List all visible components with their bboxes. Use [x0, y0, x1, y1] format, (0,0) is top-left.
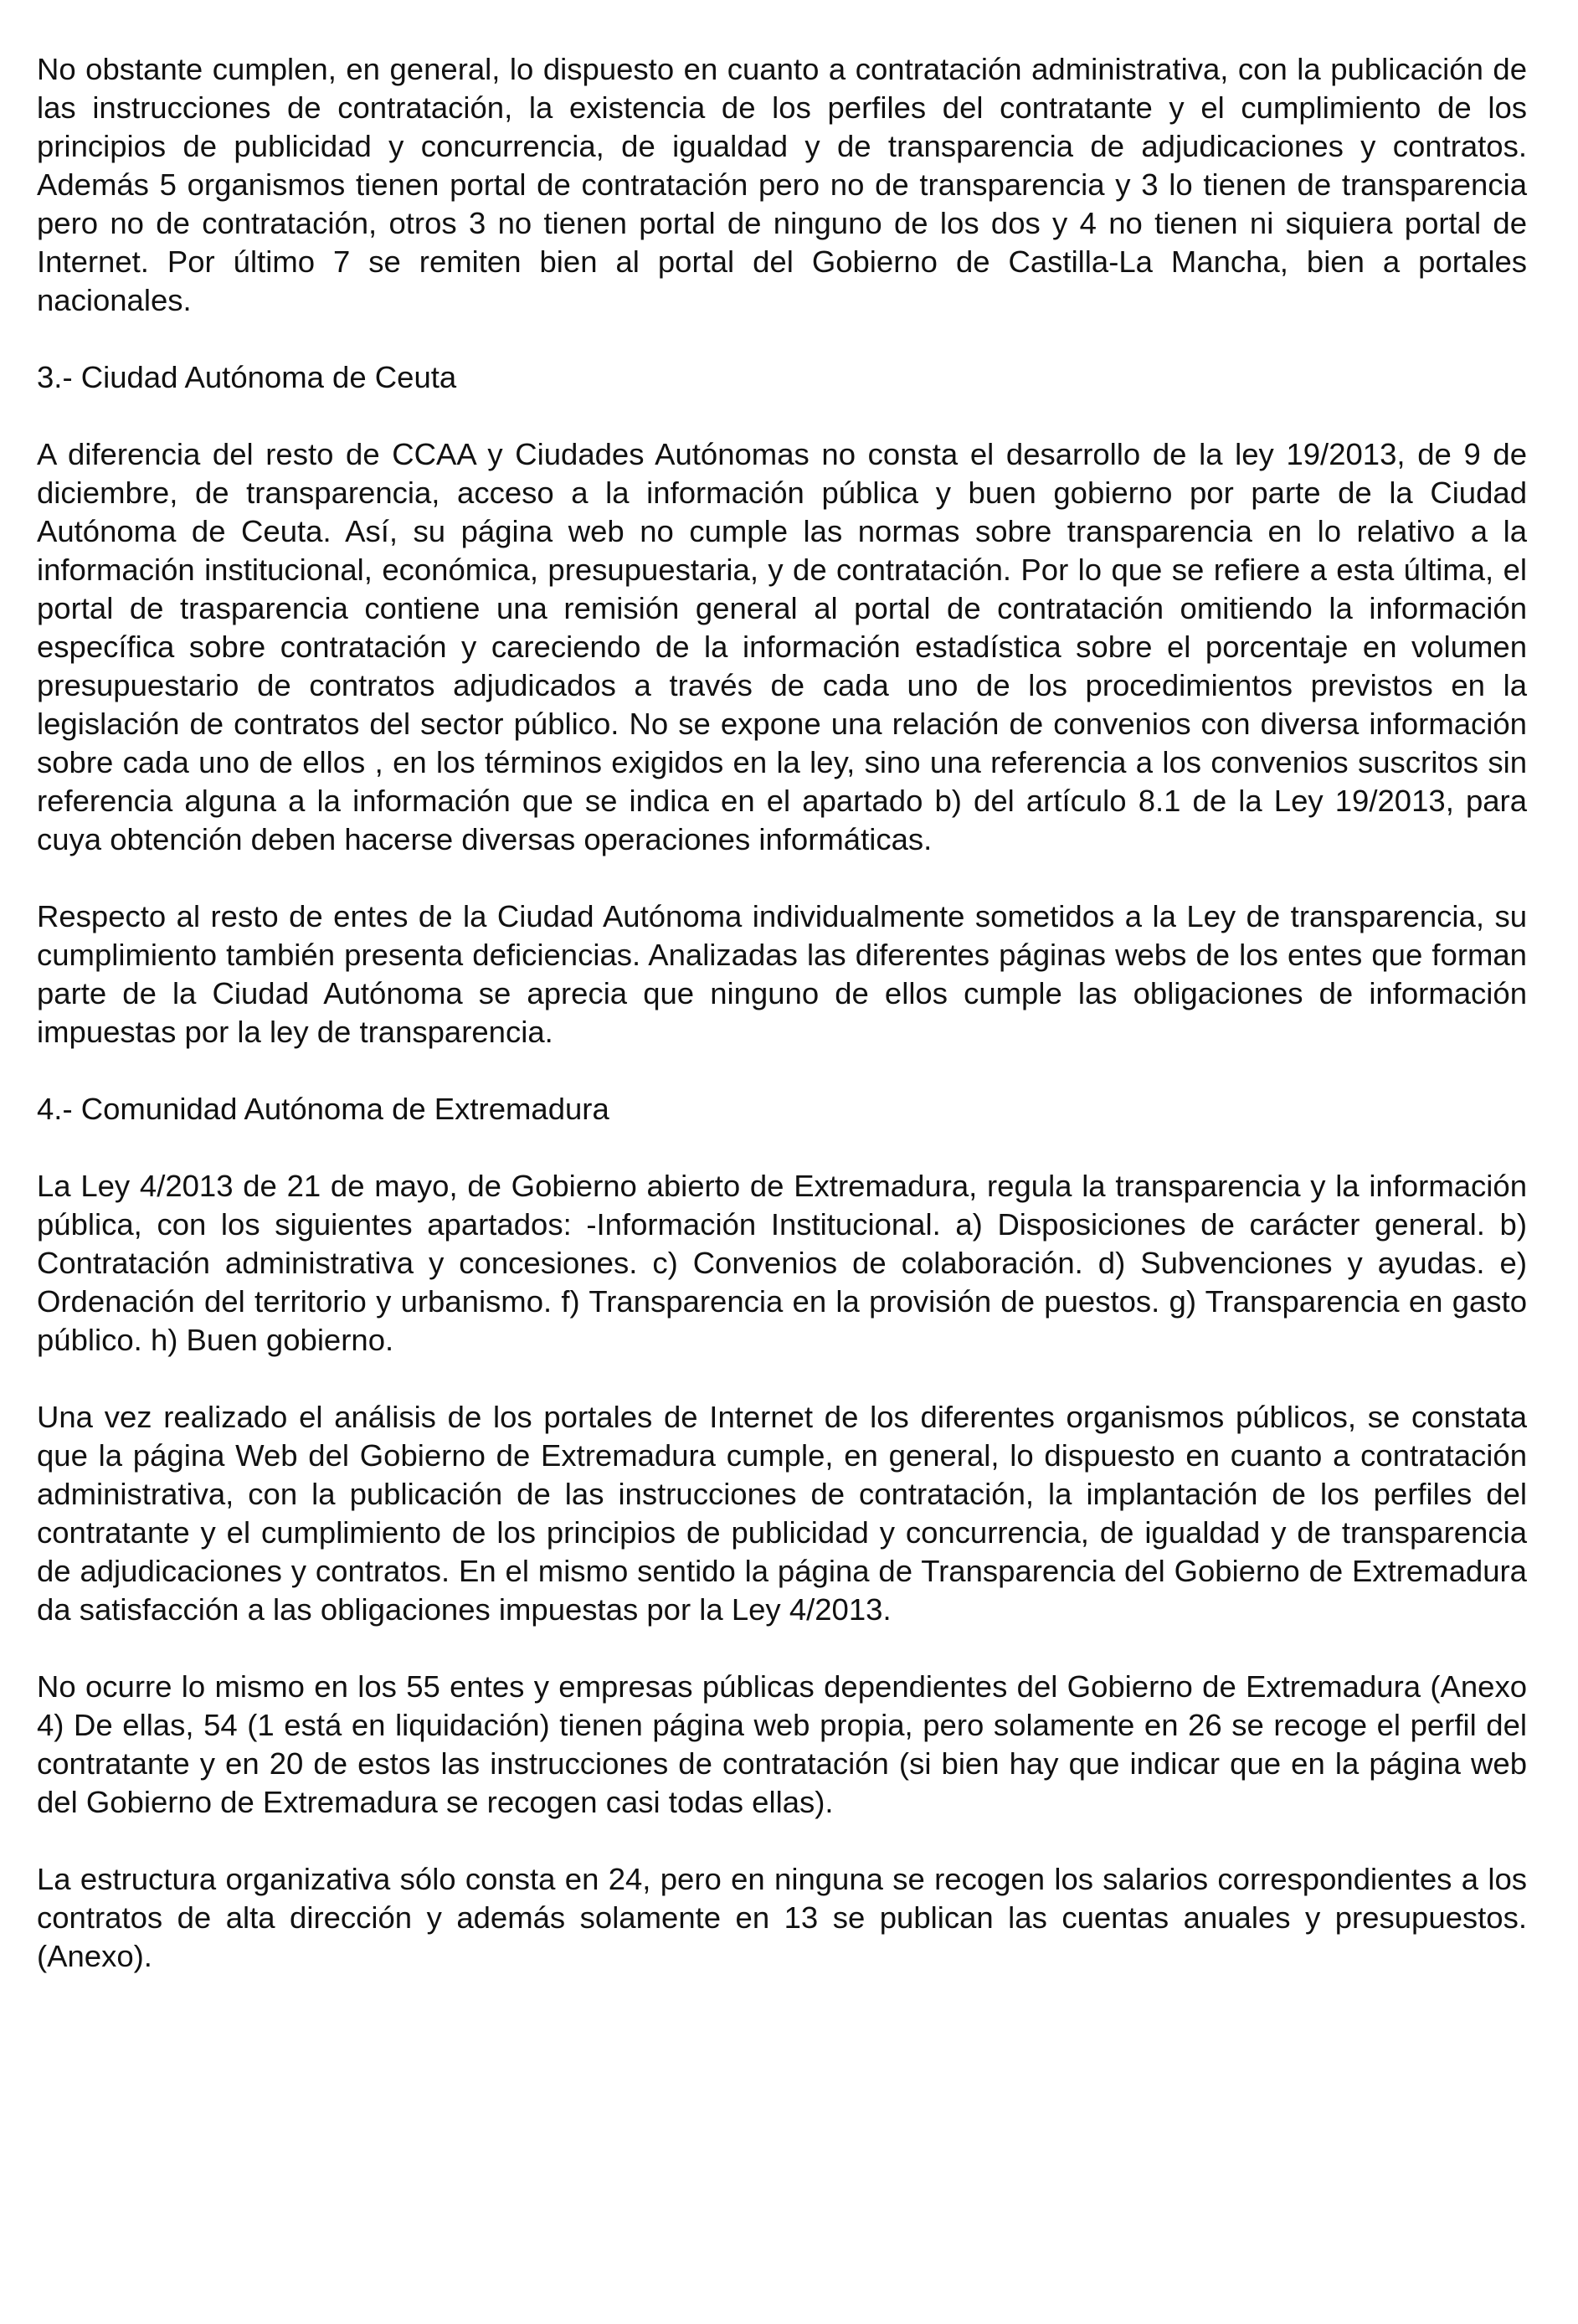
section-heading-extremadura: 4.- Comunidad Autónoma de Extremadura — [37, 1092, 609, 1126]
document-page — [37, 50, 1527, 2014]
section-heading-ceuta: 3.- Ciudad Autónoma de Ceuta — [37, 360, 457, 394]
paragraph-extremadura-entes: No ocurre lo mismo en los 55 entes y empresas públicas dependientes del Gobierno de Extremadura (Anexo 4) De ellas, 54 (1 está en liquidación) tienen página web propia, pero solamente en 26 se recoge el perfil del contratante y en 20 de estos las instrucciones de contratación (si bien hay que indicar que en la página web del Gobierno de Extremadura se recogen casi todas ellas). — [37, 1669, 1527, 1819]
paragraph-ceuta-entes: Respecto al resto de entes de la Ciudad Autónoma individualmente sometidos a la Ley de transparencia, su cumplimiento también presenta deficiencias. Analizadas las diferentes páginas webs de los entes que forman parte de la Ciudad Autónoma se aprecia que ninguno de ellos cumple las obligaciones de información impuestas por la ley de transparencia. — [37, 899, 1527, 1049]
paragraph-extremadura-ley-4-2013: La Ley 4/2013 de 21 de mayo, de Gobierno abierto de Extremadura, regula la transparencia y la información pública, con los siguientes apartados: -Información Institucional. a) Disposiciones de carácter general. b) Contratación administrativa y concesiones. c) Convenios de colaboración. d) Subvenciones y ayudas. e) Ordenación del territorio y urbanismo. f) Transparencia en la provisión de puestos. g) Transparencia en gasto público. h) Buen gobierno. — [37, 1169, 1527, 1357]
paragraph-contratacion-castilla-la-mancha: No obstante cumplen, en general, lo dispuesto en cuanto a contratación administrativa, con la publicación de las instrucciones de contratación, la existencia de los perfiles del contratante y el cumplimiento de los principios de publicidad y concurrencia, de igualdad y de transparencia de adjudicaciones y contratos. Además 5 organismos tienen portal de contratación pero no de transparencia y 3 lo tienen de transparencia pero no de contratación, otros 3 no tienen portal de ninguno de los dos y 4 no tienen ni siquiera portal de Internet. Por último 7 se remiten bien al portal del Gobierno de Castilla-La Mancha, bien a portales nacionales. — [37, 52, 1527, 317]
paragraph-ceuta-ley-19-2013: A diferencia del resto de CCAA y Ciudades Autónomas no consta el desarrollo de la ley 19/2013, de 9 de diciembre, de transparencia, acceso a la información pública y buen gobierno por parte de la Ciudad Autónoma de Ceuta. Así, su página web no cumple las normas sobre transparencia en lo relativo a la información institucional, económica, presupuestaria, y de contratación. Por lo que se refiere a esta última, el portal de trasparencia contiene una remisión general al portal de contratación omitiendo la información específica sobre contratación y careciendo de la información estadística sobre el porcentaje en volumen presupuestario de contratos adjudicados a través de cada uno de los procedimientos previstos en la legislación de contratos del sector público. No se expone una relación de convenios con diversa información sobre cada uno de ellos , en los términos exigidos en la ley, sino una referencia a los convenios suscritos sin referencia alguna a la información que se indica en el apartado b) del artículo 8.1 de la Ley 19/2013, para cuya obtención deben hacerse diversas operaciones informáticas. — [37, 437, 1527, 856]
paragraph-extremadura-estructura: La estructura organizativa sólo consta en 24, pero en ninguna se recogen los salarios correspondientes a los contratos de alta dirección y además solamente en 13 se publican las cuentas anuales y presupuestos.(Anexo). — [37, 1862, 1527, 1973]
paragraph-extremadura-analisis: Una vez realizado el análisis de los portales de Internet de los diferentes organismos públicos, se constata que la página Web del Gobierno de Extremadura cumple, en general, lo dispuesto en cuanto a contratación administrativa, con la publicación de las instrucciones de contratación, la implantación de los perfiles del contratante y el cumplimiento de los principios de publicidad y concurrencia, de igualdad y de transparencia de adjudicaciones y contratos. En el mismo sentido la página de Transparencia del Gobierno de Extremadura da satisfacción a las obligaciones impuestas por la Ley 4/2013. — [37, 1400, 1527, 1627]
